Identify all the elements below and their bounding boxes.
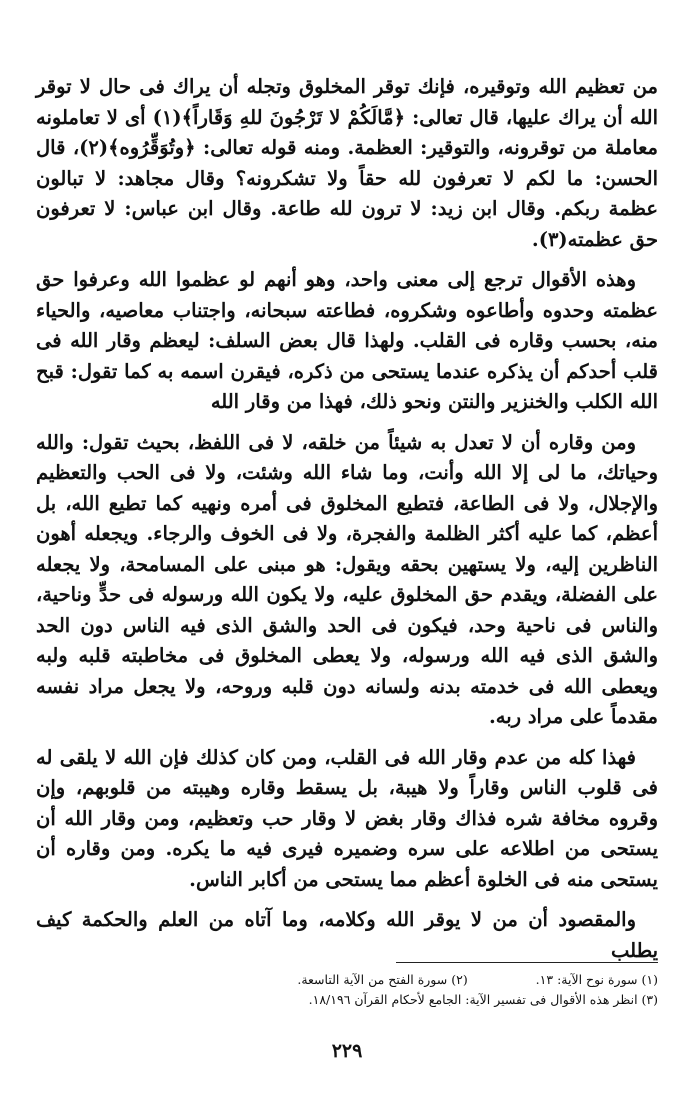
footnote-row-1 bbox=[36, 970, 658, 990]
paragraph-3: ومن وقاره أن لا تعدل به شيئاً من خلقه، لا فى اللفظ، بحيث تقول: والله وحياتك، ما لى إلا الله وأنت، وما شاء الله وشئت، ولا فى الحب والتعظيم والإجلال، ولا فى الطاعة، فتطيع المخلوق فى أمره ونهيه كما تطيع الله، بل أعظم، كما عليه أكثر الظلمة والفجرة، ولا فى الخوف والرجاء. ويجعله أهون الناظرين إليه، ولا يستهين بحقه ويقول: هو مبنى على المسامحة، ولا يجعله على الفضلة، ويقدم حق المخلوق عليه، ولا يكون الله ورسوله فى حدٍّ وناحية، والناس فى ناحية وحد، فيكون فى الحد والشق الذى فيه الناس دون الحد والشق الذى فيه الله ورسوله، ولا يعطى المخلوق فى مخاطبته قلبه ولبه ويعطى الله فى خدمته بدنه ولسانه دون قلبه وروحه، ولا يجعل مراد نفسه مقدماً على مراد ربه. bbox=[36, 430, 658, 728]
page-number: ٢٢٩ bbox=[331, 1040, 363, 1062]
footnote-row-2 bbox=[36, 990, 658, 1010]
paragraph-5: والمقصود أن من لا يوقر الله وكلامه، وما آتاه من العلم والحكمة كيف يطلب bbox=[36, 908, 658, 962]
footnote-2: (٢) سورة الفتح من الآية التاسعة. bbox=[297, 972, 468, 987]
paragraph-4: فهذا كله من عدم وقار الله فى القلب، ومن كان كذلك فإن الله لا يلقى له فى قلوب الناس وقاراً ولا هيبة، بل يسقط وقاره وهيبته من قلوبهم، وإن وقروه مخافة شره فذاك وقار بغض لا وقار حب وتعظيم، ومن وقار الله أن يستحى من اطلاعه على سره وضميره فيرى فيه ما يكره. ومن وقاره أن يستحى منه فى الخلوة أعظم مما يستحى من أكابر الناس. bbox=[36, 745, 658, 891]
page-body bbox=[36, 72, 658, 976]
footnote-separator bbox=[396, 962, 658, 963]
paragraph-2: وهذه الأقوال ترجع إلى معنى واحد، وهو أنهم لو عظموا الله وعرفوا حق عظمته وحدوه وأطاعوه وشكروه، فطاعته سبحانه، واجتناب معاصيه، والحياء منه، بحسب وقاره فى القلب. ولهذا قال بعض السلف: ليعظم وقار الله فى قلب أحدكم أن يذكره عندما يستحى من ذكره، فيقرن اسمه به كما تقول: قبح الله الكلب والخنزير والنتن ونحو ذلك، فهذا من وقار الله bbox=[36, 268, 658, 413]
footnote-3: (٣) انظر هذه الأقوال فى تفسير الآية: الجامع لأحكام القرآن ١٨/١٩٦. bbox=[308, 992, 658, 1007]
footnote-1: (١) سورة نوح الآية: ١٣. bbox=[535, 972, 658, 987]
footnotes bbox=[36, 970, 658, 1010]
paragraph-1: من تعظيم الله وتوقيره، فإنك توقر المخلوق وتجله أن يراك فى حال لا توقر الله أن يراك عليها، قال تعالى: ﴿مَّالَكُمْ لا تَرْجُونَ للهِ وَقَاراً﴾(١) أى لا تعاملونه معاملة من توقرونه، والتوقير: العظمة. ومنه قوله تعالى: ﴿وتُوَقِّرُوه﴾(٢)، قال الحسن: ما لكم لا تعرفون لله حقاً ولا تشكرونه؟ وقال مجاهد: لا تبالون عظمة ربكم. وقال ابن زيد: لا ترون لله طاعة. وقال ابن عباس: لا تعرفون حق عظمته(٣). bbox=[36, 75, 658, 251]
